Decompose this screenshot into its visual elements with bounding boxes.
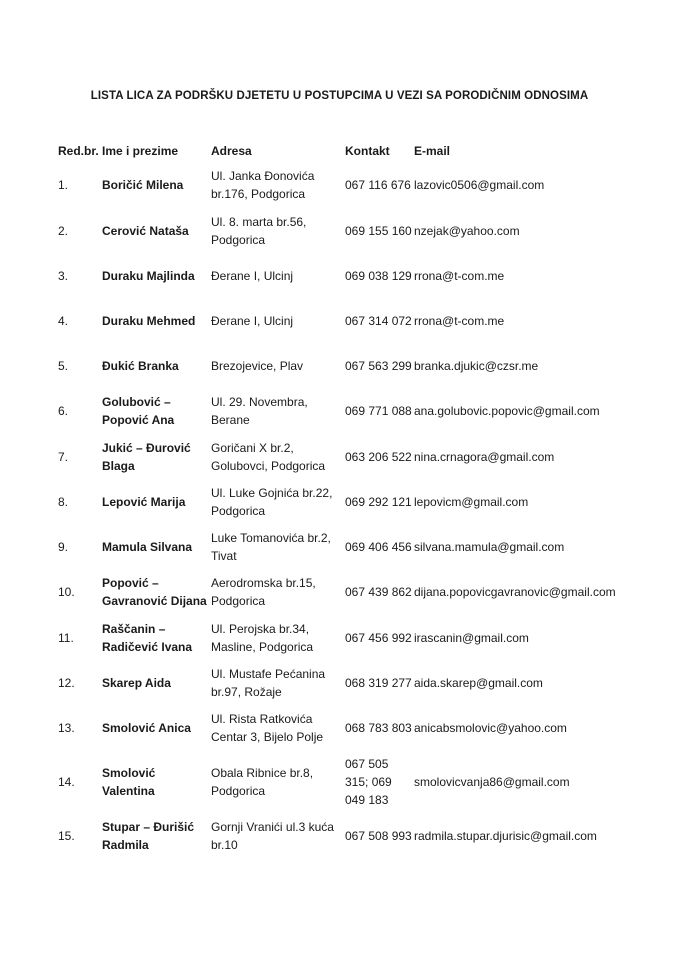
row-name: Cerović Nataša [102,223,189,238]
row-contact: 068 319 277 [345,675,412,690]
row-contact: 069 155 160 [345,223,412,238]
row-number: 10. [58,585,75,599]
row-name: Duraku Majlinda [102,268,195,283]
row-email[interactable]: rrona@t-com.me [414,313,505,328]
row-name: Đukić Branka [102,358,179,373]
table-row [58,298,658,343]
row-number: 11. [58,630,74,645]
row-contact: 067 439 862 [345,585,412,599]
table-row [58,660,658,705]
table-row [58,615,658,660]
table-row [58,814,658,858]
row-address: Gornji Vranići ul.3 kuća br.10 [211,820,334,852]
row-number: 4. [58,313,69,328]
header-name: Ime i prezime [102,144,179,158]
row-number: 13. [58,720,75,735]
row-number: 9. [58,539,69,554]
row-contact: 069 406 456 [345,539,412,554]
row-email[interactable]: dijana.popovicgavranovic@gmail.com [414,585,616,599]
table-row [58,479,658,524]
header-number: Red.br. [58,144,99,158]
row-address: Brezojevice, Plav [211,358,304,373]
row-number: 14. [58,775,75,789]
row-name: Boričić Milena [102,178,184,192]
row-number: 8. [58,494,69,509]
row-email[interactable]: radmila.stupar.djurisic@gmail.com [414,829,597,843]
row-email[interactable]: nzejak@yahoo.com [414,223,520,238]
row-address: Ul. Rista Ratkovića Centar 3, Bijelo Polje [211,711,324,744]
row-name: Smolović Anica [102,720,191,735]
row-email[interactable]: lepovicm@gmail.com [414,494,529,509]
row-number: 1. [58,178,69,192]
table-row [58,343,658,388]
row-contact: 067 456 992 [345,630,412,645]
table-row [58,208,658,253]
table-row [58,388,658,434]
row-number: 5. [58,358,69,373]
row-address: Ul. Janka Đonovića br.176, Podgorica [211,169,315,201]
row-address: Goričani X br.2, Golubovci, Podgorica [211,440,326,473]
row-number: 7. [58,449,69,464]
row-address: Ul. 8. marta br.56, Podgorica [211,214,307,247]
row-contact: 068 783 803 [345,720,412,735]
row-number: 12. [58,675,75,690]
row-number: 15. [58,829,75,843]
row-contact: 069 292 121 [345,494,412,509]
table-row [58,750,658,814]
row-address: Obala Ribnice br.8, Podgorica [211,766,314,798]
row-address: Luke Tomanovića br.2, Tivat [211,530,331,563]
table-row [58,434,658,479]
support-persons-table [58,140,658,858]
row-name: Jukić – Đurović Blaga [102,440,191,473]
row-name: Skarep Aida [102,675,171,690]
row-contact: 067 505 315; 069 049 183 [345,757,392,807]
row-email[interactable]: lazovic0506@gmail.com [414,178,545,192]
row-name: Golubović – Popović Ana [102,395,175,427]
table-row [58,705,658,750]
row-name: Lepović Marija [102,494,186,509]
table-row [58,162,658,208]
row-name: Popović – Gavranović Dijana [102,576,207,608]
row-name: Smolović Valentina [102,766,156,798]
row-contact: 067 508 993 [345,829,412,843]
row-address: Ul. Perojska br.34, Masline, Podgorica [211,621,314,654]
row-address: Ul. 29. Novembra, Berane [211,395,308,427]
row-number: 2. [58,223,69,238]
row-contact: 063 206 522 [345,449,412,464]
row-email[interactable]: silvana.mamula@gmail.com [414,539,565,554]
header-email: E-mail [414,144,451,158]
row-contact: 069 038 129 [345,268,412,283]
row-address: Aerodromska br.15, Podgorica [211,576,316,608]
row-contact: 067 116 676 [345,178,411,192]
row-email[interactable]: rrona@t-com.me [414,268,505,283]
row-email[interactable]: branka.djukic@czsr.me [414,358,539,373]
row-number: 6. [58,404,69,418]
row-email[interactable]: smolovicvanja86@gmail.com [414,775,570,789]
row-address: Đerane I, Ulcinj [211,268,294,283]
row-contact: 067 314 072 [345,313,412,328]
row-name: Stupar – Đurišić Radmila [102,820,195,852]
header-address: Adresa [211,144,252,158]
table-row [58,524,658,569]
table-header-row [58,140,658,162]
row-address: Ul. Luke Gojnića br.22, Podgorica [211,485,333,518]
row-contact: 069 771 088 [345,404,412,418]
row-email[interactable]: ana.golubovic.popovic@gmail.com [414,404,600,418]
row-number: 3. [58,268,69,283]
row-name: Raščanin – Radičević Ivana [102,621,193,654]
row-contact: 067 563 299 [345,358,412,373]
row-email[interactable]: irascanin@gmail.com [414,630,529,645]
header-contact: Kontakt [345,144,390,158]
row-email[interactable]: nina.crnagora@gmail.com [414,449,555,464]
table-row [58,253,658,298]
row-name: Duraku Mehmed [102,313,196,328]
document-title: LISTA LICA ZA PODRŠKU DJETETU U POSTUPCIMA U VEZI SA PORODIČNIM ODNOSIMA [90,90,589,102]
row-address: Ul. Mustafe Pećanina br.97, Rožaje [211,666,326,699]
row-email[interactable]: aida.skarep@gmail.com [414,675,543,690]
row-name: Mamula Silvana [102,539,193,554]
row-email[interactable]: anicabsmolovic@yahoo.com [414,720,567,735]
table-row [58,569,658,615]
row-address: Đerane I, Ulcinj [211,313,294,328]
